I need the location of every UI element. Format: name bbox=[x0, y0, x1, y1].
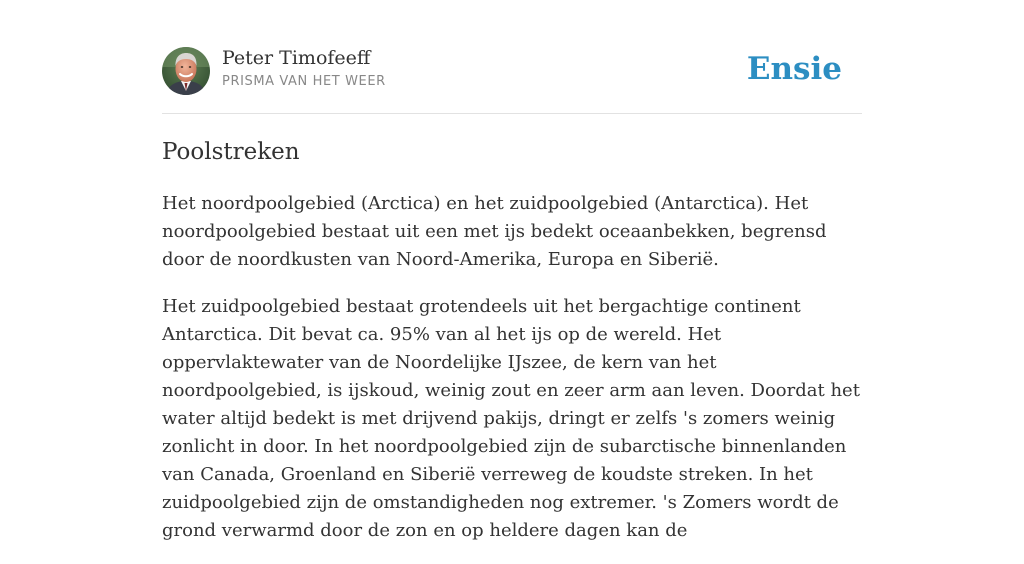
article-header bbox=[162, 0, 862, 114]
article-paragraph: Het noordpoolgebied (Arctica) en het zuidpoolgebied (Antarctica). Het noordpoolgebied bestaat uit een met ijs bedekt oceaanbekken, begrensd door de noordkusten van Noord-Amerika, Europa en Siberië. bbox=[162, 193, 827, 270]
author-avatar[interactable] bbox=[162, 47, 210, 95]
article-container bbox=[162, 0, 862, 541]
author-name[interactable]: Peter Timofeeff bbox=[222, 47, 371, 69]
article-title: Poolstreken bbox=[162, 139, 300, 165]
article-body bbox=[162, 190, 862, 564]
author-subtitle[interactable]: PRISMA VAN HET WEER bbox=[222, 74, 386, 89]
article-paragraph: Het zuidpoolgebied bestaat grotendeels uit het bergachtige continent Antarctica. Dit bevat ca. 95% van al het ijs op de wereld. Het oppervlaktewater van de Noordelijke IJszee, de kern van het noordpoolgebied, is ijskoud, weinig zout en zeer arm aan leven. Doordat het water altijd bedekt is met drijvend pakijs, dringt er zelfs 's zomers weinig zonlicht in door. In het noordpoolgebied zijn de subarctische binnenlanden van Canada, Groenland en Siberië verreweg de koudste streken. In het zuidpoolgebied zijn de omstandigheden nog extremer. 's Zomers wordt de grond verwarmd door de zon en op heldere dagen kan de bbox=[162, 296, 860, 541]
brand-logo[interactable]: Ensie bbox=[746, 51, 842, 87]
person-photo-avatar-icon bbox=[162, 47, 210, 95]
